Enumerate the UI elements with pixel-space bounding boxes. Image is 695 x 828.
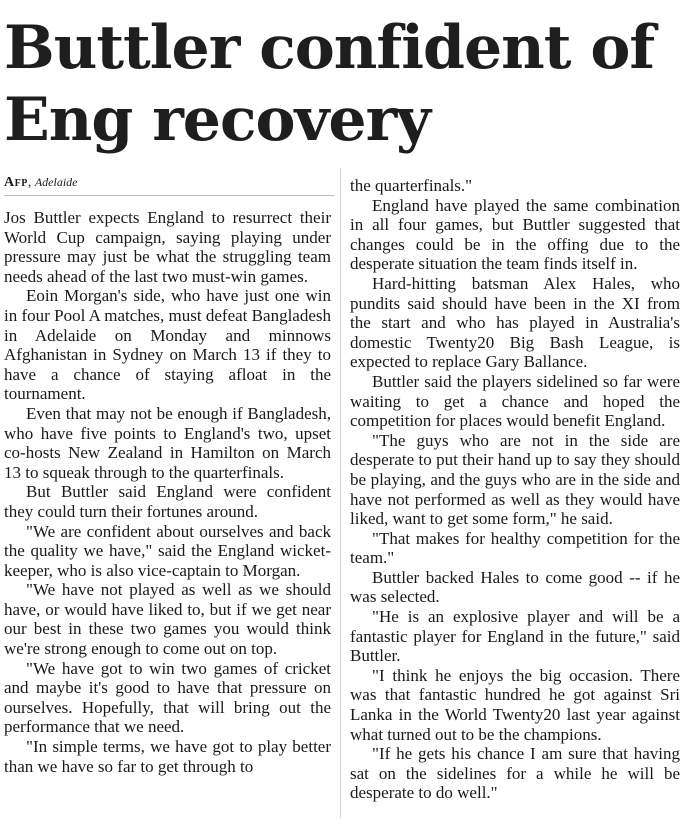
paragraph: "If he gets his chance I am sure that having sat on the sidelines for a while he will be desperate to do well.": [350, 744, 680, 803]
paragraph: Jos Buttler expects England to resurrect their World Cup campaign, saying playing under pressure may just be what the struggling team needs ahead of the last two must-win games.: [4, 208, 331, 286]
paragraph: Buttler backed Hales to come good -- if he was selected.: [350, 567, 680, 607]
paragraph: But Buttler said England were confident they could turn their fortunes around.: [4, 482, 331, 521]
article-column-2: [350, 176, 680, 803]
byline-location: Adelaide: [34, 175, 78, 189]
byline-agency: Afp: [4, 175, 28, 190]
paragraph: Buttler said the players sidelined so far were waiting to get a chance and hoped the competition for places would benefit England.: [350, 371, 680, 431]
paragraph-continuation: the quarterfinals.": [350, 176, 473, 195]
article-column-1: [4, 208, 331, 776]
paragraph: Hard-hitting batsman Alex Hales, who pundits said should have been in the XI from the start and who has played in Australia's domestic Twenty20 Big Bash League, is expected to replace Gary Ballance.: [350, 273, 680, 372]
paragraph: "I think he enjoys the big occasion. There was that fantastic hundred he got against Sri Lanka in the World Twenty20 last year against what turned out to be the champions.: [350, 665, 680, 744]
headline: Buttler confident of Eng recovery: [4, 13, 655, 155]
column-divider: [340, 168, 341, 818]
paragraph: "That makes for healthy competition for the team.": [350, 528, 680, 568]
paragraph: "The guys who are not in the side are desperate to put their hand up to say they should be playing, and the guys who are in the side and have not performed as well as they would have liked, want to get some form," he said.: [350, 430, 680, 529]
paragraph: "We are confident about ourselves and back the quality we have," said the England wicket-keeper, who is also vice-captain to Morgan.: [4, 521, 331, 580]
paragraph: "We have not played as well as we should have, or would have liked to, but if we get near our best in these two games you would think we're strong enough to come out on top.: [4, 580, 331, 659]
paragraph: Even that may not be enough if Bangladesh, who have five points to England's two, upset co-hosts New Zealand in Hamilton on March 13 to squeak through to the quarterfinals.: [4, 403, 331, 482]
paragraph: "He is an explosive player and will be a fantastic player for England in the future," said Buttler.: [350, 607, 680, 666]
byline: Afp, Adelaide: [4, 175, 334, 196]
paragraph: "In simple terms, we have got to play better than we have so far to get through to: [4, 737, 331, 776]
paragraph: Eoin Morgan's side, who have just one win in four Pool A matches, must defeat Bangladesh in Adelaide on Monday and minnows Afghanistan in Sydney on March 13 if they to have a chance of staying afloat in the tournament.: [4, 286, 331, 404]
paragraph: England have played the same combination in all four games, but Buttler suggested that changes could be in the offing due to the desperate situation the team finds itself in.: [350, 195, 680, 274]
paragraph: "We have got to win two games of cricket and maybe it's good to have that pressure on ourselves. Hopefully, that will bring out the performance that we need.: [4, 658, 331, 737]
